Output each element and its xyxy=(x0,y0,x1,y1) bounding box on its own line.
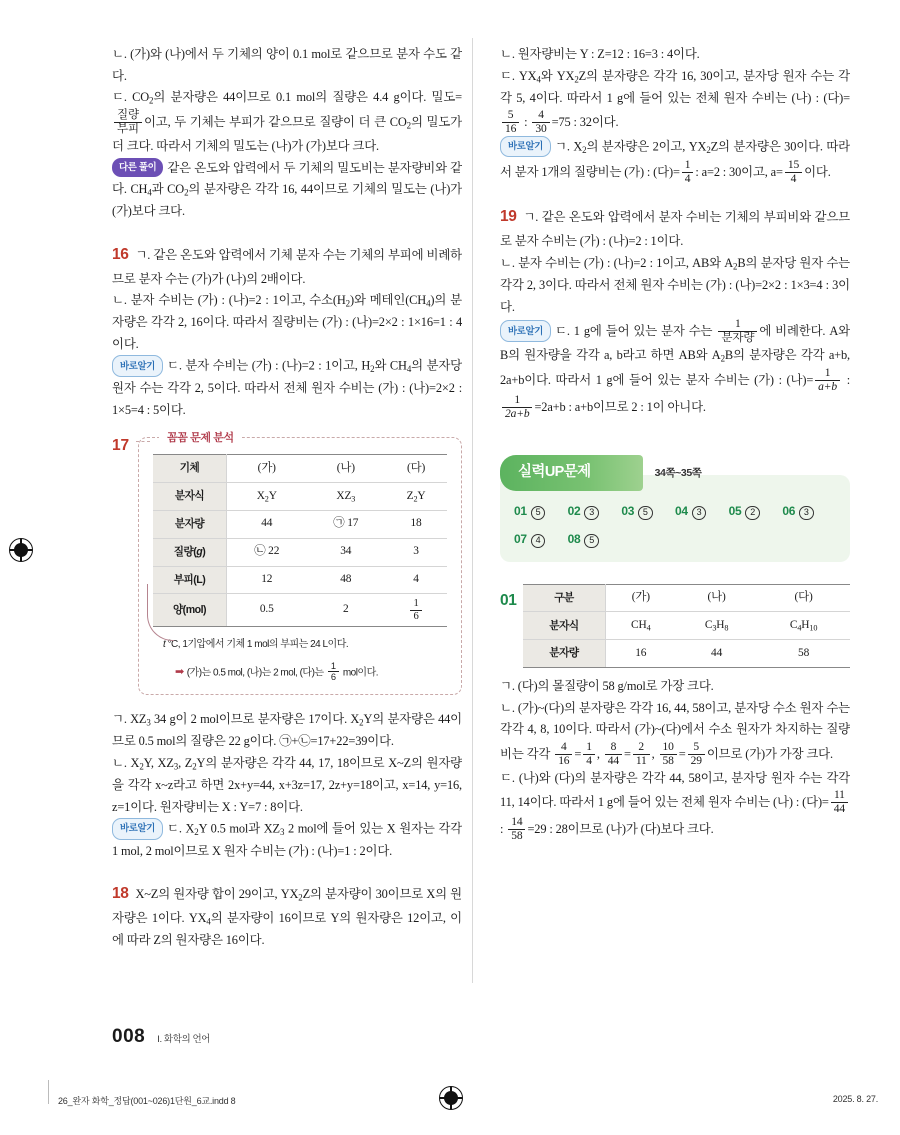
cell: (가) xyxy=(227,455,307,483)
paragraph-19-c: 바로알기 ㄷ. 1 g에 들어 있는 분자 수는 $\frac{1}{\text{분자량}}$ 에 비례한다. A와 B의 원자량을 각각 a, b라고 하면 AB와 $A_2B$의 분자량은 각각 a+b, 2a+b이다. 따라서 1 g에 들어 있는 분자 수비는 (가) : (나)= $\frac{1}{a+b}$ : $\frac{1}{2a+b}$ =2a+b : a+b이므로 2 : 1이 아니다. xyxy=(500,318,851,420)
text-18-1: X~Z의 원자량 합이 29이고, YX xyxy=(135,887,299,902)
correct-know-badge: 바로알기 xyxy=(500,320,551,341)
text-17-c1: ㄷ. X xyxy=(167,821,195,836)
cell: 2 xyxy=(306,594,385,627)
fraction-mass-volume: $\frac{\text{질량}}{\text{부피}}$ xyxy=(114,109,142,136)
text-15-c3: 이고, 두 기체는 부피가 같으므로 질량이 더 큰 CO xyxy=(143,115,407,130)
skill-up-title: 실력UP문제 xyxy=(500,455,643,491)
page-number: 008 xyxy=(112,1026,146,1047)
cell: $Z_2Y$ xyxy=(385,483,447,511)
text-18-a5: 이다. xyxy=(804,164,831,179)
answer-item: 03 5 xyxy=(621,501,675,522)
paragraph-18-a: 바로알기 ㄱ. $X_2$의 분자량은 2이고, $YX_2Z$의 분자량은 30이다. 따라서 분자 1개의 질량비는 (가) : (다)= $\frac{1}{4}$ : a=2 : 30이고, a= $\frac{15}{4}$ 이다. xyxy=(500,136,850,186)
analysis-box-title: 꼼꼼 문제 분석 xyxy=(159,429,242,448)
table-row xyxy=(153,566,447,594)
skill-up-header xyxy=(500,455,850,491)
problem-01-table-wrap xyxy=(523,584,850,669)
cell: 0.5 xyxy=(227,594,307,627)
problem-01-table xyxy=(523,584,850,669)
text-19-b2: B의 분자당 원자 수는 각각 2, 3이다. 따라서 전체 원자 수비는 (가) : (나)=2×2 : 1×3=4 : 3이다. xyxy=(500,256,850,314)
problem-17-number: 17 xyxy=(112,437,129,455)
left-column xyxy=(112,44,462,952)
text-15-c2: 의 분자량은 44이므로 0.1 mol의 질량은 4.4 g이다. 밀도= xyxy=(153,90,462,105)
text-17-a3: Y의 분자량은 44이므로 0.5 mol의 질량은 22 g이다. ㉠+㉡=17+22=39이다. xyxy=(112,712,462,749)
row-header: 기체 xyxy=(153,455,227,483)
text-15-c1: ㄷ. CO xyxy=(112,90,150,105)
footer-divider xyxy=(48,1080,49,1104)
cell: $C_3H_8$ xyxy=(676,612,757,640)
correct-know-badge: 바로알기 xyxy=(112,818,163,839)
note-2-post: mol이다. xyxy=(342,667,379,679)
paragraph-17-a: ㄱ. $XZ_3$ 34 g이 2 mol이므로 분자량은 17이다. $X_2Y$의 분자량은 44이므로 0.5 mol의 질량은 22 g이다. ㉠+㉡=17+22=39이다. xyxy=(112,712,462,749)
paragraph-15-other: 다른 풀이 같은 온도와 압력에서 두 기체의 밀도비는 분자량비와 같다. $CH_4$과 $CO_2$의 분자량은 각각 16, 44이므로 기체의 밀도는 (나)가 (가)보다 크다. xyxy=(112,158,462,223)
paragraph-01-a xyxy=(500,676,850,698)
text-16-c3: 의 분자당 원자 수는 각각 2, 5이다. 따라서 전체 원자 수비는 (가) : (나)=2×2 : 1×5=4 : 5이다. xyxy=(112,359,463,417)
problem-17-analysis xyxy=(112,432,462,695)
text-17-c2: Y 0.5 mol과 XZ xyxy=(198,821,280,836)
cell: 44 xyxy=(227,510,307,538)
text-18-2: Z의 분자량이 30이므로 X의 원자량은 1이다. YX xyxy=(112,887,462,926)
cell: $X_2Y$ xyxy=(227,483,307,511)
analysis-box xyxy=(138,432,462,695)
print-filename: 26_완자 화학_정답(001~026)1단원_6교.indd 8 xyxy=(58,1096,236,1106)
registration-mark-icon xyxy=(439,1086,463,1110)
answer-item: 06 3 xyxy=(782,501,836,522)
text-01-a: ㄱ. (다)의 몰질량이 58 g/mol로 가장 크다. xyxy=(500,679,714,694)
paragraph-15-b xyxy=(112,44,462,87)
table-row xyxy=(153,455,447,483)
text-18-3: 의 분자량이 16이므로 Y의 원자량은 12이고, 이에 따라 Z의 원자량은 16이다. xyxy=(112,911,462,948)
other-solution-badge: 다른 풀이 xyxy=(112,158,163,177)
chapter-label: I. 화학의 언어 xyxy=(157,1034,211,1045)
problem-19 xyxy=(500,204,850,253)
problem-01 xyxy=(500,584,850,669)
text-17-a2: 34 g이 2 mol이므로 분자량은 17이다. X xyxy=(150,712,360,727)
registration-mark-icon xyxy=(9,538,33,562)
text-15-o1: 같은 온도와 압력에서 두 기체의 밀도비는 분자량비와 같다. CH xyxy=(112,160,462,197)
row-header: 분자량 xyxy=(153,510,227,538)
problem-16 xyxy=(112,242,462,291)
table-row xyxy=(523,612,850,640)
paragraph-18-c: ㄷ. $YX_4$와 $YX_2Z$의 분자량은 각각 16, 30이고, 분자당 원자 수는 각각 5, 4이다. 따라서 1 g에 들어 있는 전체 원자 수비는 (나) : (다)= $\frac{5}{16}$ : $\frac{4}{30}$ =75 : 32이다. xyxy=(500,68,850,136)
cell: ㉡ 22 xyxy=(227,538,307,566)
problem-17-table xyxy=(153,454,447,627)
arrow-icon: ➡ xyxy=(175,666,184,679)
text-17-b3: , Z xyxy=(178,756,193,770)
cell: (나) xyxy=(676,584,757,612)
paragraph-01-b: ㄴ. (가)~(다)의 분자량은 각각 16, 44, 58이고, 분자당 수소 원자 수는 각각 4, 8, 10이다. 따라서 (가)~(다)에서 수소 원자가 차지하는 질량비는 각각 $\frac{4}{16}$ = $\frac{1}{4}$ , $\frac{8}{44}$ = $\frac{2}{11}$ , $\frac{10}{58}$ = $\frac{5}{29}$ 이므로 (가)가 가장 크다. xyxy=(500,700,850,767)
text-16-b3: )의 분자량은 각각 2, 16이다. 따라서 질량비는 (가) : (나)=2×2 : 1×16=1 : 4이다. xyxy=(112,293,462,351)
problem-18-number: 18 xyxy=(112,885,129,903)
text-18-c2: 와 YX xyxy=(540,68,575,83)
page-footer xyxy=(112,1026,210,1048)
text-18-c1: ㄷ. YX xyxy=(500,68,537,83)
text-01-c2: =29 : 28이므로 (나)가 (다)보다 크다. xyxy=(527,821,714,836)
correct-know-badge: 바로알기 xyxy=(500,136,551,157)
answer-item: 04 3 xyxy=(675,501,729,522)
table-note-1: t °C, 1기압에서 기체 1 mol의 부피는 24 L이다. xyxy=(153,636,447,653)
note-2-pre: (가)는 0.5 mol, (나)는 2 mol, (다)는 xyxy=(186,667,324,679)
text-19-a: ㄱ. 같은 온도와 압력에서 분자 수비는 기체의 부피비와 같으므로 분자 수비는 (가) : (나)=2 : 1이다. xyxy=(500,210,850,249)
answer-grid xyxy=(514,501,836,550)
print-date: 2025. 8. 27. xyxy=(832,1094,878,1104)
text-19-b1: ㄴ. 분자 수비는 (가) : (나)=2 : 1이고, AB와 A xyxy=(500,256,734,271)
skill-up-pages: 34쪽~35쪽 xyxy=(654,466,702,479)
text-15-c4: 의 밀도가 더 크다. 따라서 기체의 밀도는 (나)가 (가)보다 크다. xyxy=(112,115,462,153)
cell: 34 xyxy=(306,538,385,566)
table-row xyxy=(153,483,447,511)
cell: (다) xyxy=(757,584,850,612)
row-header: 구분 xyxy=(523,584,605,612)
row-header: 분자식 xyxy=(523,612,605,640)
text-18-a1: ㄱ. X xyxy=(555,139,583,154)
text-19-c4: =2a+b : a+b이므로 2 : 1이 아니다. xyxy=(534,399,706,414)
problem-19-number: 19 xyxy=(500,208,517,226)
text-17-a1: ㄱ. XZ xyxy=(112,712,147,727)
text-17-b4: Y의 분자량은 각각 44, 17, 18이므로 X~Z의 원자량을 각각 x~z라고 하면 2x+y=44, x+3z=17, 2z+y=18이고, x=14, y=16, z=1이다. 원자량비는 X : Y=7 : 8이다. xyxy=(112,756,462,814)
text-19-c3: B의 분자량은 각각 a+b, 2a+b이다. 따라서 1 g에 들어 있는 분자 수비는 (가) : (나)= xyxy=(500,347,850,387)
cell: $\frac{1}{6}$ xyxy=(385,594,447,627)
cell: 44 xyxy=(676,640,757,668)
text-16-b1: ㄴ. 분자 수비는 (가) : (나)=2 : 1이고, 수소(H xyxy=(112,293,346,308)
table-row xyxy=(153,510,447,538)
row-header: 분자량 xyxy=(523,640,605,668)
text-18-c3: Z의 분자량은 각각 16, 30이고, 분자당 원자 수는 각각 5, 4이다. 따라서 1 g에 들어 있는 전체 원자 수비는 (나) : (다)= xyxy=(500,68,850,105)
answer-item: 05 2 xyxy=(729,501,783,522)
row-header: 질량(g) xyxy=(153,538,227,566)
text-16-b2: )와 메테인(CH xyxy=(349,293,427,308)
cell: 18 xyxy=(385,510,447,538)
table-note-2: ➡ (가)는 0.5 mol, (나)는 2 mol, (다)는 $\frac{1}{6}$ mol이다. xyxy=(175,660,379,683)
text-15-b: ㄴ. (가)와 (나)에서 두 기체의 양이 0.1 mol로 같으므로 분자 수도 같다. xyxy=(112,47,462,83)
text-18-a3: Z의 분자량은 30이다. 따라서 분자 1개의 질량비는 (가) : (다)= xyxy=(500,139,850,179)
text-18-a2: 의 분자량은 2이고, YX xyxy=(586,139,707,154)
row-header: 분자식 xyxy=(153,483,227,511)
text-18-a4: : a=2 : 30이고, a= xyxy=(695,164,783,179)
text-16-c1: ㄷ. 분자 수비는 (가) : (나)=2 : 1이고, H xyxy=(167,359,371,374)
table-row xyxy=(523,584,850,612)
text-01-b2: 이므로 (가)가 가장 크다. xyxy=(706,746,833,761)
text-16-a: ㄱ. 같은 온도와 압력에서 기체 분자 수는 기체의 부피에 비례하므로 분자 수는 (가)가 (나)의 2배이다. xyxy=(112,247,462,286)
cell: 58 xyxy=(757,640,850,668)
text-18-b: ㄴ. 원자량비는 Y : Z=12 : 16=3 : 4이다. xyxy=(500,47,700,61)
answer-item: 08 5 xyxy=(568,529,622,550)
text-01-c1: ㄷ. (나)와 (다)의 분자량은 각각 44, 58이고, 분자당 원자 수는 각각 11, 14이다. 따라서 1 g에 들어 있는 전체 원자 수비는 (나) : (다)= xyxy=(500,770,850,810)
problem-01-number: 01 xyxy=(500,591,517,609)
paragraph-16-c: 바로알기 ㄷ. 분자 수비는 (가) : (나)=2 : 1이고, $H_2$와 $CH_4$의 분자당 원자 수는 각각 2, 5이다. 따라서 전체 원자 수비는 (가) : (나)=2×2 : 1×5=4 : 5이다. xyxy=(112,355,462,421)
paragraph-01-c: ㄷ. (나)와 (다)의 분자량은 각각 44, 58이고, 분자당 원자 수는 각각 11, 14이다. 따라서 1 g에 들어 있는 전체 원자 수비는 (나) : (다)= $\frac{11}{44}$ : $\frac{14}{58}$ =29 : 28이므로 (나)가 (다)보다 크다. xyxy=(500,770,850,842)
correct-know-badge: 바로알기 xyxy=(112,355,163,376)
answer-item: 01 5 xyxy=(514,501,568,522)
table-row xyxy=(153,538,447,566)
cell: 3 xyxy=(385,538,447,566)
paragraph-18-b xyxy=(500,44,850,66)
table-row xyxy=(523,640,850,668)
cell: 12 xyxy=(227,566,307,594)
problem-16-number: 16 xyxy=(112,245,129,263)
cell: 48 xyxy=(306,566,385,594)
row-header: 양(mol) xyxy=(153,594,227,627)
right-column xyxy=(500,44,850,843)
cell: $C_4H_{10}$ xyxy=(757,612,850,640)
cell: (가) xyxy=(605,584,676,612)
text-15-o3: 의 분자량은 각각 16, 44이므로 기체의 밀도는 (나)가 (가)보다 크다. xyxy=(112,182,462,219)
paragraph-17-b: ㄴ. $X_2Y$, $XZ_3$, $Z_2Y$의 분자량은 각각 44, 17, 18이므로 X~Z의 원자량을 각각 x~z라고 하면 2x+y=44, x+3z=17, 2z+y=18이고, x=14, y=16, z=1이다. 원자량비는 X : Y=7 : 8이다. xyxy=(112,756,462,814)
text-17-c3: 2 mol에 들어 있는 X 원자는 각각 1 mol, 2 mol이므로 X 원자 수비는 (가) : (나)=1 : 2이다. xyxy=(112,821,462,858)
cell: $XZ_3$ xyxy=(306,483,385,511)
text-16-c2: 와 CH xyxy=(374,359,407,374)
cell: (다) xyxy=(385,455,447,483)
text-19-c1: ㄷ. 1 g에 들어 있는 분자 수는 xyxy=(555,324,713,339)
answer-item: 02 3 xyxy=(568,501,622,522)
cell: (나) xyxy=(306,455,385,483)
cell: ㉠ 17 xyxy=(306,510,385,538)
text-17-b2: Y, XZ xyxy=(143,756,174,770)
text-01-b1: ㄴ. (가)~(다)의 분자량은 각각 16, 44, 58이고, 분자당 수소 원자 수는 각각 4, 8, 10이다. 따라서 (가)~(다)에서 수소 원자가 차지하는 질량비는 각각 xyxy=(500,700,850,761)
paragraph-17-c: 바로알기 ㄷ. $X_2Y$ 0.5 mol과 $XZ_3$ 2 mol에 들어 있는 X 원자는 각각 1 mol, 2 mol이므로 X 원자 수비는 (가) : (나)=1 : 2이다. xyxy=(112,818,462,862)
text-19-c2: 에 비례한다. A와 B의 원자량을 각각 a, b라고 하면 AB와 A xyxy=(500,324,851,362)
table-row xyxy=(153,594,447,627)
curved-arrow-icon xyxy=(147,584,174,641)
paragraph-16-b: ㄴ. 분자 수비는 (가) : (나)=2 : 1이고, 수소$(H_2)$와 메테인$(CH_4)$의 분자량은 각각 2, 16이다. 따라서 질량비는 (가) : (나)=2×2 : 1×16=1 : 4이다. xyxy=(112,293,462,351)
problem-18: 18 X~Z의 원자량 합이 29이고, $YX_2Z$의 분자량이 30이므로 X의 원자량은 1이다. $YX_4$의 분자량이 16이므로 Y의 원자량은 12이고, 이에 따라 Z의 원자량은 16이다. xyxy=(112,885,462,948)
skill-up-section xyxy=(500,455,850,562)
text-18-c4: =75 : 32이다. xyxy=(551,115,619,130)
cell: $CH_4$ xyxy=(605,612,676,640)
row-header: 부피(L) xyxy=(153,566,227,594)
paragraph-19-b: ㄴ. 분자 수비는 (가) : (나)=2 : 1이고, AB와 $A_2B$의 분자당 원자 수는 각각 2, 3이다. 따라서 전체 원자 수비는 (가) : (나)=2×2 : 1×3=4 : 3이다. xyxy=(500,256,850,314)
text-17-b1: ㄴ. X xyxy=(112,756,140,770)
cell: 4 xyxy=(385,566,447,594)
text-15-o2: 과 CO xyxy=(151,182,185,197)
paragraph-15-c: ㄷ. $CO_2$의 분자량은 44이므로 0.1 mol의 질량은 4.4 g이다. 밀도= $\frac{\text{질량}}{\text{부피}}$ 이고, 두 기체는 부피가 같으므로 질량이 더 큰 $CO_2$의 밀도가 더 크다. 따라서 기체의 밀도는 (나)가 (가)보다 크다. xyxy=(112,90,462,153)
answer-item: 07 4 xyxy=(514,529,568,550)
cell: 16 xyxy=(605,640,676,668)
